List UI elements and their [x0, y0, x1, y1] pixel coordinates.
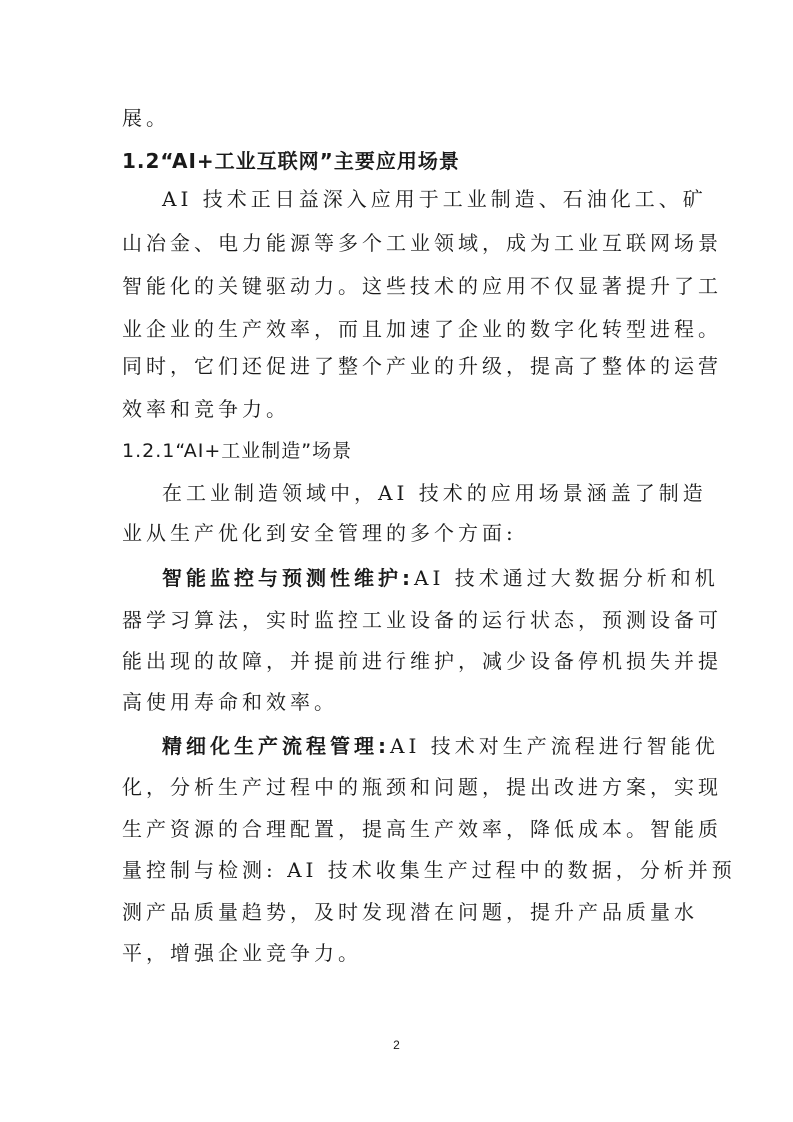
item-lead-label: 智能监控与预测性维护: — [162, 566, 414, 590]
paragraph-line: 生产资源的合理配置，提高生产效率，降低成本。智能质 — [122, 817, 722, 841]
item-text: AI 技术通过大数据分析和机 — [414, 566, 719, 590]
paragraph-line: 在工业制造领域中，AI 技术的应用场景涵盖了制造 — [162, 481, 707, 505]
paragraph-line: 能出现的故障，并提前进行维护，减少设备停机损失并提 — [122, 649, 722, 673]
paragraph-line: 效率和竞争力。 — [122, 397, 290, 421]
paragraph-line: 平，增强企业竞争力。 — [122, 941, 362, 965]
item-lead-label: 精细化生产流程管理: — [162, 734, 390, 758]
paragraph-line: 化，分析生产过程中的瓶颈和问题，提出改进方案，实现 — [122, 775, 722, 799]
paragraph-line: 山冶金、电力能源等多个工业领域，成为工业互联网场景 — [122, 231, 722, 255]
paragraph-line: 量控制与检测: AI 技术收集生产过程中的数据，分析并预 — [122, 858, 736, 882]
paragraph-line: 测产品质量趋势，及时发现潜在问题，提升产品质量水 — [122, 900, 698, 924]
item-text: AI 技术对生产流程进行智能优 — [390, 734, 719, 758]
paragraph-line: 业从生产优化到安全管理的多个方面: — [122, 521, 517, 545]
paragraph-line: 同时，它们还促进了整个产业的升级，提高了整体的运营 — [122, 354, 722, 378]
page-number: 2 — [393, 1038, 400, 1052]
section-heading-1-2: 1.2“AI+工业互联网”主要应用场景 — [122, 149, 460, 173]
paragraph-line: AI 技术正日益深入应用于工业制造、石油化工、矿 — [162, 187, 707, 211]
paragraph-line: 高使用寿命和效率。 — [122, 690, 338, 714]
intro-tail-text: 展。 — [122, 106, 170, 130]
section-heading-1-2-1: 1.2.1“AI+工业制造”场景 — [122, 440, 353, 462]
paragraph-line: 器学习算法，实时监控工业设备的运行状态，预测设备可 — [122, 608, 722, 632]
list-item-smart-monitoring — [162, 564, 719, 592]
paragraph-line: 业企业的生产效率，而且加速了企业的数字化转型进程。 — [122, 317, 722, 341]
paragraph-line: 智能化的关键驱动力。这些技术的应用不仅显著提升了工 — [122, 274, 722, 298]
list-item-process-management — [162, 732, 719, 760]
